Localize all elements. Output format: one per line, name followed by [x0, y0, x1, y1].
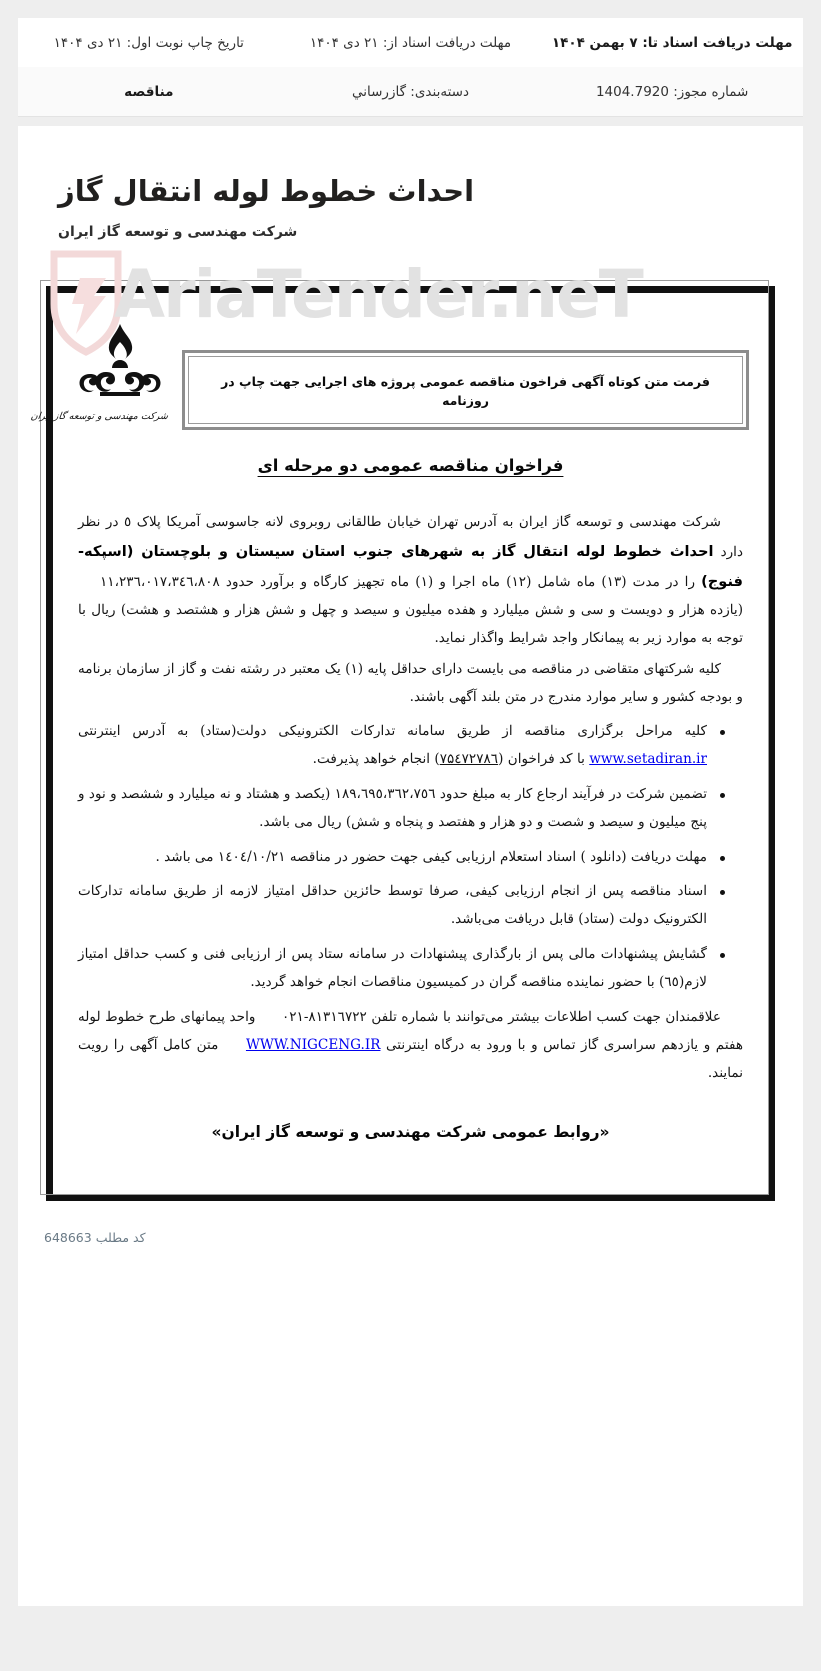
- intro-line-2: آمریکا پلاک ٥ در نظر دارد: [78, 514, 744, 560]
- meta-row-details: [18, 67, 803, 116]
- project-title-part-2: سیستان و بلوچستان (اسپکه-فنوج): [78, 542, 743, 590]
- form-title-box: [182, 350, 749, 430]
- bullet-1-post: ) انجام خواهد پذیرفت.: [312, 750, 440, 767]
- page-root: [0, 18, 821, 1671]
- form-title-box-inner: [188, 356, 743, 424]
- intro-line-1: شرکت مهندسی و توسعه گاز ایران به آدرس تهران خیابان طالقانی روبروی لانه جاسوسی: [205, 514, 722, 530]
- contact-paragraph: [78, 1004, 743, 1088]
- form-title-text: فرمت متن کوتاه آگهی فراخون مناقصه عمومی پروژه های اجرایی جهت چاپ در روزنامه: [221, 374, 710, 408]
- page-title: احداث خطوط لوله انتقال گاز: [58, 174, 475, 208]
- duration-text: را در مدت (۱۳) ماه شامل (۱۲) ماه اجرا و (۱) ماه تجهیز کارگاه و برآورد حدود: [225, 573, 696, 590]
- list-item: [78, 941, 729, 997]
- announcement-body: [29, 286, 789, 1201]
- bullet-5-text: گشایش پیشنهادات مالی پس از بارگذاری پیشنهادات در سامانه ستاد پس از ارزیابی فنی و کسب حداقل امتیاز لازم(٦٥) با حضور نماینده مناقصه گران در کمیسیون مناقصات انجام خواهد گردید.: [78, 946, 707, 990]
- estimate-words: (یازده هزار و دویست و سی و شش میلیارد و هفده میلیون و سیصد و چهل و شش هزار و هشتصد و هشت) ریال با توجه به موارد زیر به پیمانکار واجد شرایط واگذار نماید.: [78, 601, 743, 646]
- contact-phone: ۰۲۱-۸۱۳۱٦۷۲۲: [281, 1008, 367, 1025]
- letterhead-row: [29, 320, 749, 430]
- intro-paragraph: [78, 509, 743, 652]
- meta-permit-number: شماره مجوز: 1404.7920: [595, 84, 749, 100]
- list-item: [78, 844, 729, 872]
- nigceng-link[interactable]: WWW.NIGCENG.IR: [245, 1036, 381, 1053]
- setadiran-link[interactable]: www.setadiran.ir: [589, 750, 707, 767]
- contact-pre: علاقمندان جهت کسب اطلاعات بیشتر می‌توانند با شماره تلفن: [371, 1008, 721, 1025]
- bullet-3-pre: مهلت دریافت (دانلود ) اسناد استعلام ارزیابی کیفی جهت حضور در مناقصه: [289, 848, 707, 865]
- contact-mid: واحد پیمانهای طرح خطوط لوله هفتم و یازدهم سراسری گاز تماس و با ورود به درگاه اینترنتی: [78, 1008, 743, 1053]
- nigc-logo: [29, 320, 169, 422]
- scanned-announcement: [29, 286, 789, 1201]
- nigc-logo-caption: شرکت مهندسی و توسعه گاز ایران: [29, 411, 169, 422]
- signature-line: «روابط عمومی شرکت مهندسی و توسعه گاز ایران»: [211, 1123, 610, 1142]
- meta-docs-until: مهلت دریافت اسناد تا: ۷ بهمن ۱۴۰۴: [551, 35, 793, 51]
- meta-row-dates: [18, 18, 803, 67]
- list-item: [78, 878, 729, 934]
- meta-print-date: تاریخ چاپ نوبت اول: ۲۱ دی ۱۴۰۴: [53, 35, 244, 51]
- estimate-amount: ۱۱،۲۳٦،۰۱۷،۳٤٦،۸۰۸: [100, 573, 220, 590]
- bullet-1-mid: با کد فراخوان (: [498, 750, 585, 767]
- qualification-deadline: ۱٤۰٤/۱۰/۲۱: [217, 848, 286, 865]
- gas-flame-logo-icon: [76, 322, 164, 408]
- tender-meta-card: [18, 18, 803, 117]
- announcement-heading: فراخوان مناقصه عمومی دو مرحله ای: [257, 456, 564, 475]
- bullet-2-pre: تضمین شرکت در فرآیند ارجاع کار به مبلغ حدود: [439, 785, 707, 802]
- bullet-4-text: اسناد مناقصه پس از انجام ارزیابی کیفی، صرفا توسط حائزین حداقل امتیاز لازمه از طریق سامانه تدارکات الکترونیک دولت (ستاد) قابل دریافت می‌باشد.: [78, 883, 707, 928]
- list-item: [78, 718, 729, 774]
- bullet-3-post: می باشد .: [155, 848, 214, 865]
- conditions-list: [78, 718, 743, 997]
- meta-category: دسته‌بندی: گازرساني: [352, 84, 469, 100]
- list-item: [78, 781, 729, 837]
- bullet-1-pre: کلیه مراحل برگزاری مناقصه از طریق سامانه تدارکات الکترونیکی دولت(ستاد) به آدرس اینترنتی: [78, 723, 707, 740]
- eligibility-paragraph: کلیه شرکتهای متقاضی در مناقصه می بایست دارای حداقل پایه (۱) یک معتبر در رشته نفت و گاز از سازمان برنامه و بودجه کشور و سایر موارد مندرج در متن بلند آگهی باشند.: [78, 661, 743, 706]
- meta-tender-type: مناقصه: [124, 84, 174, 100]
- project-title-part-1: احداث خطوط لوله انتقال گاز به شهرهای جنوب استان: [301, 542, 714, 560]
- page-subtitle: شرکت مهندسی و توسعه گاز ایران: [58, 224, 298, 240]
- call-code: ۷۵٤۷۲۷۸٦: [439, 750, 499, 767]
- guarantee-amount: ۱۸۹،٦۹٥،۳٦۲،۷٥٦: [334, 785, 436, 802]
- announcement-text: [72, 509, 749, 1087]
- content-sheet: [18, 126, 803, 1606]
- meta-docs-from: مهلت دریافت اسناد از: ۲۱ دی ۱۴۰۴: [309, 35, 512, 51]
- post-code: کد مطلب 648663: [44, 1230, 146, 1246]
- title-block: [18, 156, 803, 240]
- watermark-text: AriaTender.neT: [114, 256, 642, 333]
- bullet-2-post: (یکصد و هشتاد و نه میلیارد و ششصد و نود و پنج میلیون و سیصد و شصت و دو هزار و هفتصد و پنجاه و شش) ریال می باشد.: [78, 785, 707, 830]
- sheet-footer: [18, 1201, 803, 1250]
- contact-post: متن کامل آگهی را رویت نمایند.: [78, 1036, 743, 1081]
